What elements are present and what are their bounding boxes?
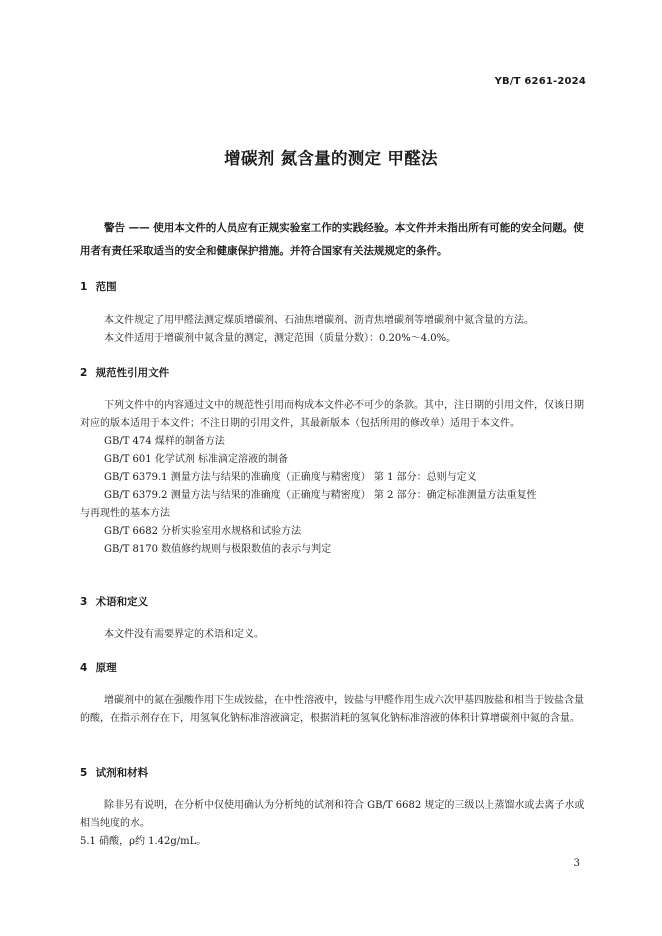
section-number: 4: [80, 662, 88, 674]
standard-number: YB/T 6261-2024: [494, 76, 586, 87]
section-title: 原理: [95, 662, 117, 674]
reference-item: GB/T 8170 数值修约规则与极限数值的表示与判定: [104, 544, 332, 555]
reference-item: GB/T 601 化学试剂 标准滴定溶液的制备: [104, 454, 288, 465]
section-title: 试剂和材料: [95, 767, 149, 779]
scope-paragraph-2: 本文件适用于增碳剂中氮含量的测定，测定范围（质量分数）：0.20%～4.0%。: [104, 333, 457, 344]
section-heading-terms: [80, 594, 148, 609]
scope-body: [80, 312, 590, 348]
reagent-item-5-1: 5.1 硝酸，ρ约 1.42g/mL。: [80, 836, 207, 847]
document-title: 增碳剂 氮含量的测定 甲醛法: [224, 149, 438, 168]
reagents-paragraph-1: 除非另有说明，在分析中仅使用确认为分析纯的试剂和符合 GB/T 6682 规定的三级以上蒸馏水或去离子水或相当纯度的水。: [80, 800, 585, 829]
terms-paragraph-1: 本文件没有需要界定的术语和定义。: [104, 629, 264, 640]
reagents-body: [80, 797, 590, 851]
reference-item: GB/T 6379.2 测量方法与结果的准确度（正确度与精密度） 第 2 部分：确定标准测量方法重复性: [104, 490, 537, 501]
reference-item-continuation: 与再现性的基本方法: [80, 508, 170, 519]
section-number: 5: [80, 767, 88, 779]
section-heading-normative: [80, 365, 169, 380]
section-number: 3: [80, 596, 88, 608]
section-title: 术语和定义: [95, 596, 149, 608]
section-heading-principle: [80, 660, 117, 675]
warning-paragraph: 警告 —— 使用本文件的人员应有正规实验室工作的实践经验。本文件并未指出所有可能的安全问题。使用者有责任采取适当的安全和健康保护措施。并符合国家有关法规规定的条件。: [80, 222, 584, 257]
terms-body: [80, 626, 590, 644]
reference-item: GB/T 6379.1 测量方法与结果的准确度（正确度与精密度） 第 1 部分：总则与定义: [104, 472, 477, 483]
normative-intro: 下列文件中的内容通过文中的规范性引用而构成本文件必不可少的条款。其中，注日期的引用文件，仅该日期对应的版本适用于本文件；不注日期的引用文件，其最新版本（包括所用的修改单）适用于本文件。: [80, 400, 584, 429]
section-number: 1: [80, 281, 88, 293]
page-number: 3: [573, 858, 580, 869]
normative-body: [80, 397, 590, 559]
reference-item: GB/T 6682 分析实验室用水规格和试验方法: [104, 526, 302, 537]
section-title: 规范性引用文件: [95, 367, 170, 379]
scope-paragraph-1: 本文件规定了用甲醛法测定煤质增碳剂、石油焦增碳剂、沥青焦增碳剂等增碳剂中氮含量的方法。: [104, 315, 534, 326]
section-number: 2: [80, 367, 88, 379]
section-heading-scope: [80, 279, 117, 294]
principle-body: [80, 692, 590, 728]
section-heading-reagents: [80, 765, 148, 780]
section-title: 范围: [95, 281, 117, 293]
principle-paragraph-1: 增碳剂中的氮在强酸作用下生成铵盐，在中性溶液中，铵盐与甲醛作用生成六次甲基四胺盐和相当于铵盐含量的酸，在指示剂存在下，用氢氧化钠标准溶液滴定，根据消耗的氢氧化钠标准溶液的体积计算增碳剂中氮的含量。: [80, 695, 584, 724]
reference-item: GB/T 474 煤样的制备方法: [104, 436, 225, 447]
